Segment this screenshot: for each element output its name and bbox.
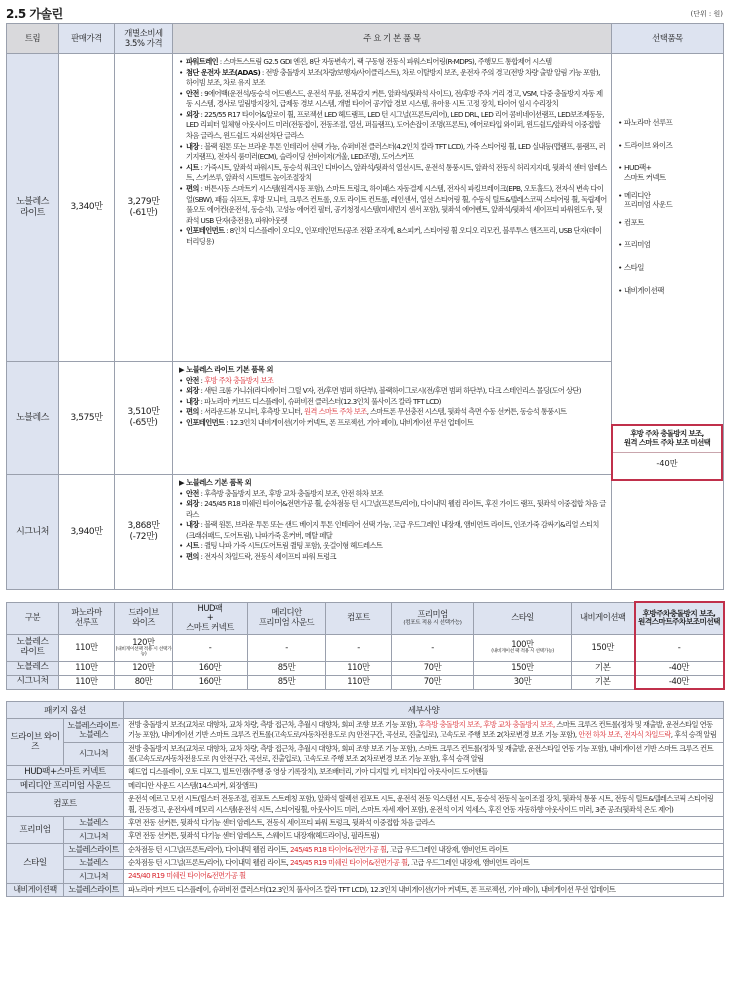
pkg-detail: 245/40 R19 미쉐린 타이어&전면가공 휠 (124, 870, 724, 883)
price-header-premium: 프리미엄 (컴포트 적용 시 선택가능) (392, 602, 474, 634)
price-header-drivewise: 드라이브 와이즈 (115, 602, 173, 634)
trim-name: 노블레스 라이트 (7, 54, 59, 362)
option-item: • 프리미엄 (618, 240, 723, 250)
trim-tax-price: 3,868만 (-72만) (115, 475, 173, 590)
feature-item: • 편의 : 서라운드뷰 모니터, 후측방 모니터, 원격 스마트 주차 보조, 스마트폰 무선충전 시스템, 뒷좌석 측면 수동 선커튼, 동승석 통풍시트 (179, 407, 607, 418)
option-item: • 내비게이션팩 (618, 286, 723, 296)
pkg-trim: 노블레스라이트 (64, 883, 124, 896)
header-features: 주 요 기 본 품 목 (173, 24, 612, 54)
option-item: • 컴포트 (618, 218, 723, 228)
pkg-detail: 운전석 에르고 모션 시트(릴스터 전동조절, 컴포트 스트레칭 포함), 앞좌석 릴렉션 컴포트 시트, 운전석 전동 익스텐션 시트, 동승석 전동식 높이조절 장치, 뒷좌석 통풍 시트, 전동식 틸트&텔레스코픽 스티어링 휠, 진동경고, 운전자세 메모리 시스템(운전석 시트, 스티어링휠, 아웃사이드 미러, 스마트 자세 제어 포함), 운전석 이지 억세스, 후진 연동 자동하향 아웃사이드 미러, 3존 공조(뒷좌석 온도 제어) (124, 793, 724, 817)
price-cell: 85만 (248, 675, 326, 689)
price-cell: -40만 (635, 661, 724, 675)
pkg-premium: 프리미엄 (7, 816, 64, 843)
feature-item: • 외장 : 새틴 크롬 가니쉬(라디에이터 그릴 V자, 전/후면 범퍼 하단부), 블랙하이그로시(전/후면 범퍼 하단부), 다크 스테인리스 몰딩(도어 상단) (179, 386, 607, 397)
pkg-detail: 후면 전동 선커튼, 뒷좌석 다기능 센터 암레스트, 스웨이드 내장재(헤드라이닝, 필라트림) (124, 830, 724, 843)
price-cell: 30만 (474, 675, 572, 689)
header-price: 판매가격 (59, 24, 115, 54)
price-cell: 110만 (326, 675, 392, 689)
option-item: • 메리디안 프리미엄 사운드 (618, 191, 723, 210)
header-tax-price: 개별소비세 3.5% 가격 (115, 24, 173, 54)
feature-item: • 첨단 운전자 보조(ADAS) : 전방 충돌방지 보조(차량/보행자/사이클리스트), 차로 이탈방지 보조, 운전자 주의 경고(전방 차량 출발 알림 기능 포함), 하이빔 보조, 차로 유지 보조 (179, 68, 607, 89)
price-cell: - (173, 634, 248, 661)
features-noblesse-head: ▶ 노블레스 라이트 기본 품목 외 (179, 365, 273, 374)
option-price-table (6, 601, 725, 690)
price-cell: 80만 (115, 675, 173, 689)
pkg-trim: 노블레스 (64, 816, 124, 829)
pkg-trim: 시그니처 (64, 870, 124, 883)
price-cell: 120만 (115, 661, 173, 675)
pkg-trim: 노블레스라이트 (64, 843, 124, 856)
trim-tax-price: 3,510만 (-65만) (115, 362, 173, 475)
price-header-trim: 구분 (7, 602, 59, 634)
price-header-comfort: 컴포트 (326, 602, 392, 634)
feature-item: • 시트 : 퀼팅 나파 가죽 시트(도어트림 퀼팅 포함), 웃걸이형 헤드레스트 (179, 541, 607, 552)
price-cell: 100만 (내비게이션 팩 적용 시 선택가능) (474, 634, 572, 661)
trim-price: 3,340만 (59, 54, 115, 362)
header-options: 선택품목 (612, 24, 724, 54)
pkg-header-detail: 세부사양 (124, 702, 724, 719)
price-cell: 150만 (572, 634, 635, 661)
options-list (612, 54, 724, 475)
pkg-navi: 내비게이션팩 (7, 883, 64, 896)
trim-table (6, 23, 724, 590)
price-cell: - (392, 634, 474, 661)
price-header-style: 스타일 (474, 602, 572, 634)
option-item: • 드라이브 와이즈 (618, 141, 723, 151)
feature-item: • 안전 : 9에어백(운전석/동승석 어드밴스드, 운전석 무릎, 전복감지 커튼, 앞좌석/뒷좌석 사이드), 전/후방 주차 거리 경고, VSM, 다중 충돌방지 자동 제동 시스템, 경사로 밀림방지장치, 급제동 경보 시스템, 개별 타이어 공기압 경보 시스템, 유아용 시트 고정 장치, 타이어 임시 수리장치 (179, 89, 607, 110)
pkg-detail: 전방 충돌방지 보조(교차로 대향차, 교차 차량, 측방 접근차, 추월시 대향차, 회피 조향 보조 기능 포함), 스마트 크루즈 컨트롤(정차 및 재출발, 운전스타일 연동 기능 포함), 내비게이션 기반 스마트 크루즈 컨트롤(고속도로/자동차전용도로 內 안전구간, 곡선로, 진출입로), 고속도로 주행 보조 2(차로변경 보조 기능 포함), 후석 승객 알림 (124, 742, 724, 766)
unit-note: (단위 : 원) (690, 10, 723, 18)
price-cell: 85만 (248, 661, 326, 675)
price-cell: 110만 (326, 661, 392, 675)
features-noblesse-lite (173, 54, 612, 362)
option-item: • HUD팩+ 스마트 커넥트 (618, 163, 723, 182)
feature-item: • 외장 : 245/45 R18 미쉐린 타이어&전면가공 휠, 순차점등 턴 시그널(프론트/리어), 다이내믹 웰컴 라이트, 후진 가이드 램프, 뒷좌석 이중접합 차음 글라스 (179, 499, 607, 520)
pkg-trim: 노블레스라이트· 노블레스 (64, 719, 124, 743)
price-cell: 70만 (392, 661, 474, 675)
price-cell: - (635, 634, 724, 661)
price-cell: 110만 (59, 661, 115, 675)
option-item: • 스타일 (618, 263, 723, 273)
price-cell: 70만 (392, 675, 474, 689)
price-cell: 160만 (173, 675, 248, 689)
price-header-sunroof: 파노라마 선루프 (59, 602, 115, 634)
feature-item: • 내장 : 블랙 원톤 또는 브라운 투톤 인테리어 선택 가능, 슈퍼비전 클러스터(4.2인치 칼라 TFT LCD), 가죽 스티어링 휠, LED 실내등(맵램프, 룸램프, 러기지램프), 전자식 룸미러(ECM), 슬라이딩 선바이저(거울, LED조명), 도어스커프 (179, 142, 607, 163)
price-header-special: 후방주차충돌방지 보조, 원격스마트주차보조미선택 (635, 602, 724, 634)
price-header-hud: HUD팩 + 스마트 커넥트 (173, 602, 248, 634)
price-row-trim: 노블레스 라이트 (7, 634, 59, 661)
feature-item: • 파워트레인 : 스마트스트림 G2.5 GDI 엔진, 8단 자동변속기, 랙 구동형 전동식 파워스티어링(R-MDPS), 주행모드 통합제어 시스템 (179, 57, 607, 68)
price-header-navi: 내비게이션팩 (572, 602, 635, 634)
feature-item: • 인포테인먼트 : 8인치 디스플레이 오디오, 인포테인먼트(공조 전환 조작계, 8스피커, 스티어링 휠 오디오 리모컨, 블루투스 핸즈프리, USB 단자(데이터리딩용) (179, 226, 607, 247)
price-cell: 120만 (내비게이션팩 적용 시 선택가능) (115, 634, 173, 661)
pkg-detail: 메리디안 사운드 시스템(14스피커, 외장앰프) (124, 779, 724, 792)
pkg-comfort: 컴포트 (7, 793, 124, 817)
trim-name: 노블레스 (7, 362, 59, 475)
trim-name: 시그니처 (7, 475, 59, 590)
pkg-detail: 파노라마 커브드 디스플레이, 슈퍼비전 클러스터(12.3인치 풀사이즈 칼라 TFT LCD), 12.3인치 내비게이션(기아 커넥트, 폰 프로젝션, 기아 페이), 내비게이션 무선 업데이트 (124, 883, 724, 896)
price-cell: -40만 (635, 675, 724, 689)
price-cell: - (248, 634, 326, 661)
features-signature (173, 475, 612, 590)
features-noblesse (173, 362, 612, 475)
trim-tax-price: 3,279만 (-61만) (115, 54, 173, 362)
pkg-hud: HUD팩+스마트 커넥트 (7, 766, 124, 779)
price-row-trim: 노블레스 (7, 661, 59, 675)
page-title: 2.5 가솔린 (6, 7, 63, 21)
pkg-detail: 후면 전동 선커튼, 뒷좌석 다기능 센터 암레스트, 전동식 세이프티 파워 트렁크, 뒷좌석 이중접합 차음 글라스 (124, 816, 724, 829)
pkg-detail: 순차점등 턴 시그널(프론트/리어), 다이내믹 웰컴 라이트, 245/45 R18 타이어&전면가공 휠, 고급 우드그레인 내장재, 앰비언트 라이트 (124, 843, 724, 856)
price-cell: 기본 (572, 661, 635, 675)
options-empty (612, 475, 724, 590)
pkg-style: 스타일 (7, 843, 64, 883)
option-item: • 파노라마 선루프 (618, 118, 723, 128)
feature-item: • 안전 : 후방 주차 충돌방지 보조 (179, 376, 607, 387)
price-cell: 110만 (59, 634, 115, 661)
pkg-trim: 시그니처 (64, 742, 124, 766)
pkg-header-package: 패키지 옵션 (7, 702, 124, 719)
feature-item: • 인포테인먼트 : 12.3인치 내비게이션(기아 커넥트, 폰 프로젝션, 기아 페이), 내비게이션 무선 업데이트 (179, 418, 607, 429)
features-signature-head: ▶ 노블레스 기본 품목 외 (179, 478, 252, 487)
feature-item: • 시트 : 가죽시트, 앞좌석 파워시트, 동승석 워크인 디바이스, 앞좌석/뒷좌석 열선시트, 운전석 통풍시트, 앞좌석 전동식 허리지지대, 뒷좌석 센터 암레스트, 스키쓰루, 앞좌석 시트벨트 높이조절장치 (179, 163, 607, 184)
pkg-detail: 헤드업 디스플레이, 오토 디포그, 빌트인캠(주행 중 영상 기록장치), 보조배터리, 기아 디지털 키, 터치타입 아웃사이드 도어핸들 (124, 766, 724, 779)
header-trim: 트림 (7, 24, 59, 54)
price-cell: 160만 (173, 661, 248, 675)
trim-price: 3,940만 (59, 475, 115, 590)
feature-item: • 외장 : 225/55 R17 타이어&알로이 휠, 프로젝션 LED 헤드램프, LED 턴 시그널(프론트/리어), LED DRL, LED 리어 콤비네이션램프, LED보조제동등, LED 리피터 일체형 아웃사이드 미러(전동접이, 전동조절, 열선, 퍼들램프), 도어손잡이 조명(프론트), 에어로타입 와이퍼, 윈드쉴드/앞좌석 이중접합 차음 글라스, 윈드쉴드 자외선차단 글라스 (179, 110, 607, 142)
feature-item: • 내장 : 파노라마 커브드 디스플레이, 슈퍼비전 클러스터(12.3인치 풀사이즈 칼라 TFT LCD) (179, 397, 607, 408)
pkg-trim: 시그니처 (64, 830, 124, 843)
pkg-trim: 노블레스 (64, 856, 124, 869)
feature-item: • 편의 : 버튼시동 스마트키 시스템(원격시동 포함), 스마트 트렁크, 하이패스 자동결제 시스템, 전자식 파킹브레이크(EPB, 오토홀드), 전자식 변속 다이얼(SBW), 패들 쉬프트, 후방 모니터, 크루즈 컨트롤, 오토 라이트 컨트롤, 레인센서, 열선 스티어링 휠, 수동식 틸트&텔레스코픽 스티어링 휠, 독립제어 풀오토 에어컨(운전석, 동승석), 고성능 에어컨 필터, 공기청정시스템(미세먼지 센서 포함), 뒷좌석 에어벤트, 앞좌석/뒷좌석 세이프티 파워윈도우, 뒷좌석 USB 단자(충전용), 파워아웃렛 (179, 184, 607, 226)
special-option-price: -40만 (656, 457, 678, 468)
special-option-label: 후방 주차 충돌방지 보조, 원격 스마트 주차 보조 미선택 (613, 426, 721, 453)
feature-item: • 내장 : 블랙 원톤, 브라운 투톤 또는 샌드 베이지 투톤 인테리어 선택 가능, 고급 우드그레인 내장재, 앰비언트 라이트, 인조가죽 감싸기&리얼 스티치(크래쉬패드, 도어트림), 나파가죽 혼커버, 메탈 페달 (179, 520, 607, 541)
price-cell: - (326, 634, 392, 661)
price-cell: 150만 (474, 661, 572, 675)
pkg-detail: 전방 충돌방지 보조(교차로 대향차, 교차 차량, 측방 접근차, 추월시 대향차, 회피 조향 보조 기능 포함), 후측방 충돌방지 보조, 후방 교차 충돌방지 보조, 스마트 크루즈 컨트롤(정차 및 재출발, 운전스타일 연동 기능 포함), 내비게이션 기반 스마트 크루즈 컨트롤(고속도로/자동차전용도로 內 안전구간, 곡선로, 진출입로), 고속도로 주행 보조 2(차로변경 보조 기능 포함), 안전 하차 보조, 전자식 차일드락, 후석 승객 알림 (124, 719, 724, 743)
special-option-box (611, 424, 723, 481)
pkg-meridian: 메리디안 프리미엄 사운드 (7, 779, 124, 792)
pkg-drive-wise: 드라이브 와이즈 (7, 719, 64, 766)
feature-item: • 안전 : 후측방 충돌방지 보조, 후방 교차 충돌방지 보조, 안전 하차 보조 (179, 489, 607, 500)
trim-price: 3,575만 (59, 362, 115, 475)
price-cell: 기본 (572, 675, 635, 689)
feature-item: • 편의 : 전자식 차일드락, 전동식 세이프티 파워 트렁크 (179, 552, 607, 563)
package-table (6, 701, 724, 897)
price-cell: 110만 (59, 675, 115, 689)
price-header-meridian: 메리디안 프리미엄 사운드 (248, 602, 326, 634)
price-row-trim: 시그니처 (7, 675, 59, 689)
pkg-detail: 순차점등 턴 시그널(프론트/리어), 다이내믹 웰컴 라이트, 245/45 R19 미쉐린 타이어&전면가공 휠, 고급 우드그레인 내장재, 앰비언트 라이트 (124, 856, 724, 869)
